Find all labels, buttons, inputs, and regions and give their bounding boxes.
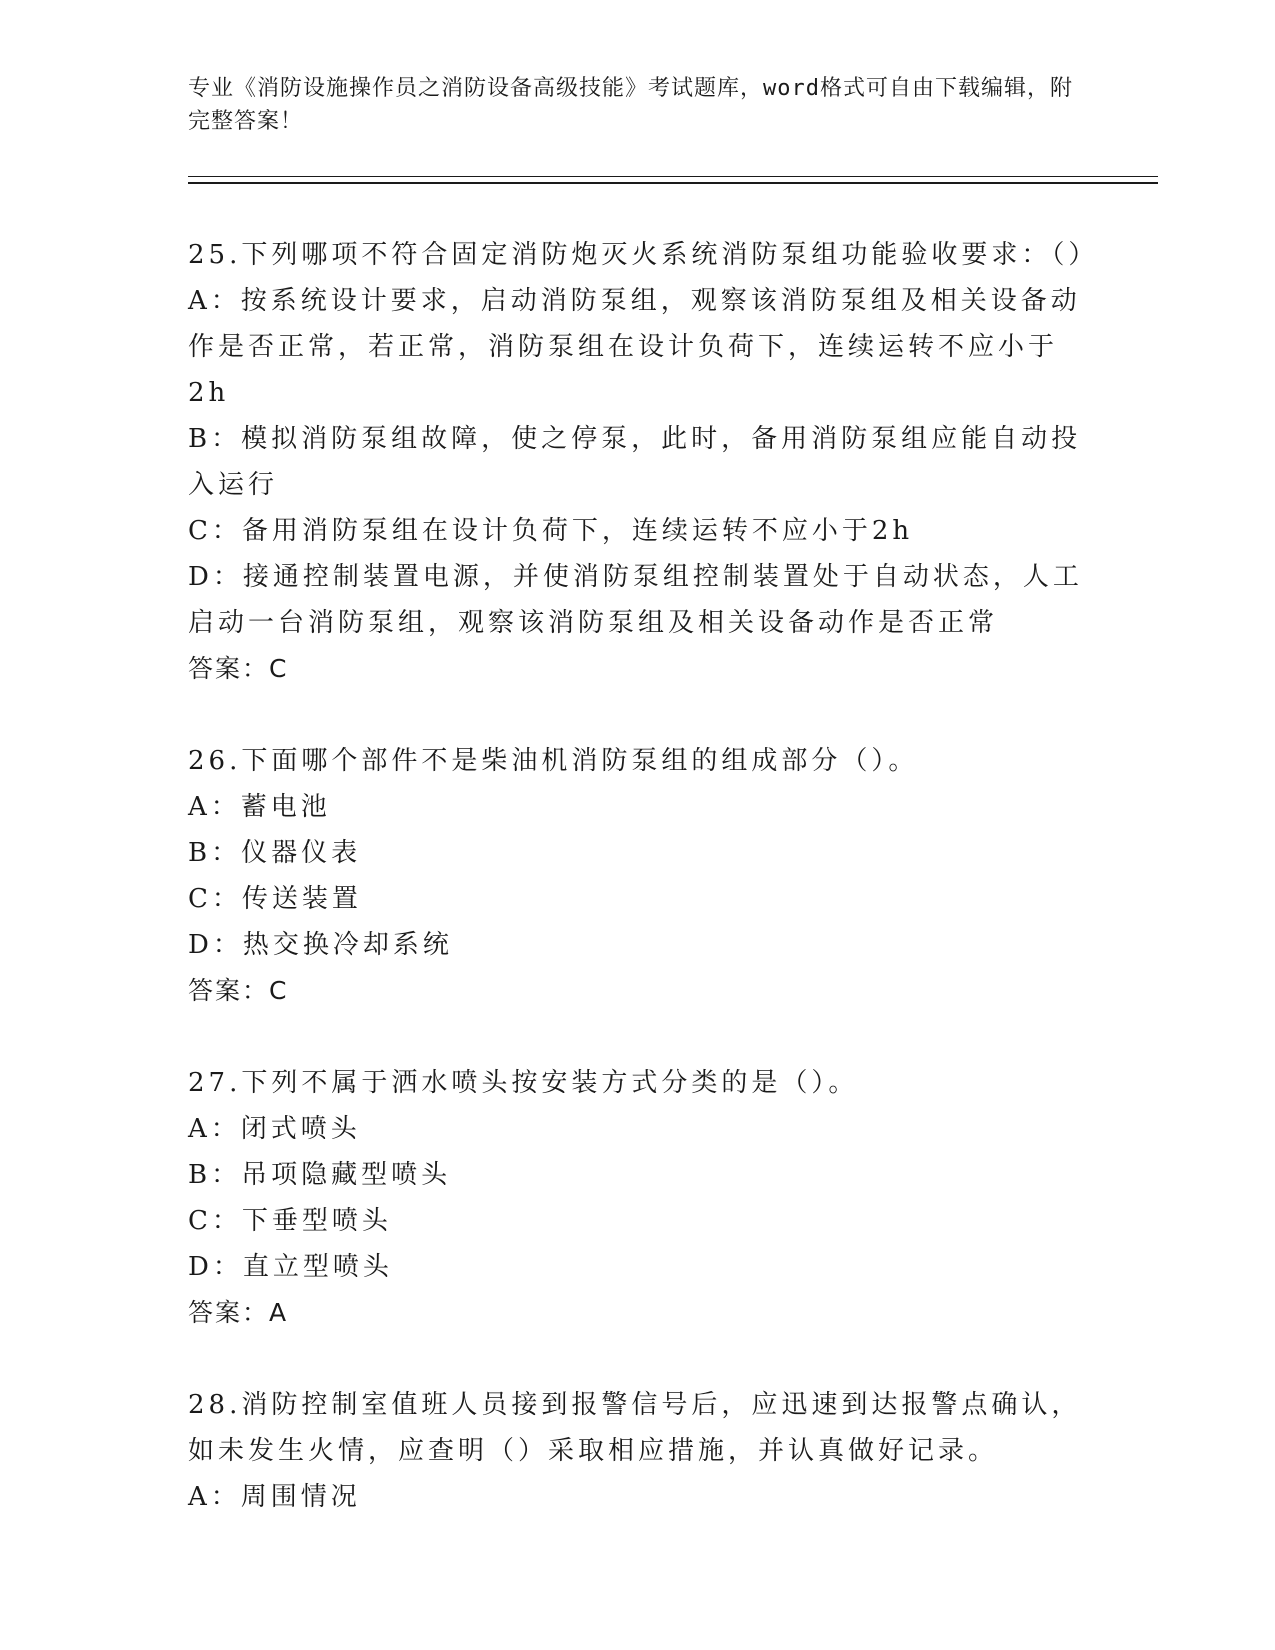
option-d: D：直立型喷头 xyxy=(188,1252,393,1282)
question-25 xyxy=(188,232,1099,692)
answer-label: 答案： xyxy=(188,1298,270,1327)
option-c: C：传送装置 xyxy=(188,884,362,914)
option-b: B：模拟消防泵组故障，使之停泵，此时，备用消防泵组应能自动投入运行 xyxy=(188,424,1082,500)
header-divider-bottom xyxy=(188,182,1158,184)
answer-line xyxy=(188,646,1088,692)
option-d: D：接通控制装置电源，并使消防泵组控制装置处于自动状态，人工启动一台消防泵组，观察该消防泵组及相关设备动作是否正常 xyxy=(188,562,1083,638)
document-header xyxy=(188,72,1088,138)
question-26 xyxy=(188,738,1088,1014)
question-stem: 26.下面哪个部件不是柴油机消防泵组的组成部分（）。 xyxy=(188,746,919,776)
option-d: D：热交换冷却系统 xyxy=(188,930,453,960)
question-stem: 28.消防控制室值班人员接到报警信号后，应迅速到达报警点确认，如未发生火情，应查明（）采取相应措施，并认真做好记录。 xyxy=(188,1390,1082,1466)
option-a: A：周围情况 xyxy=(188,1482,361,1512)
option-c: C：下垂型喷头 xyxy=(188,1206,392,1236)
header-divider-top xyxy=(188,176,1158,177)
answer-value: C xyxy=(269,976,289,1005)
option-a: A：按系统设计要求，启动消防泵组，观察该消防泵组及相关设备动作是否正常，若正常，消防泵组在设计负荷下，连续运转不应小于2h xyxy=(188,286,1081,408)
option-b: B：吊项隐藏型喷头 xyxy=(188,1160,452,1190)
answer-line xyxy=(188,968,1088,1014)
question-list xyxy=(188,232,1099,1520)
option-b: B：仪器仪表 xyxy=(188,838,362,868)
option-c: C：备用消防泵组在设计负荷下，连续运转不应小于2h xyxy=(188,516,914,546)
answer-label: 答案： xyxy=(188,976,270,1005)
answer-line xyxy=(188,1290,1088,1336)
header-text: 专业《消防设施操作员之消防设备高级技能》考试题库，word格式可自由下载编辑，附完整答案！ xyxy=(188,76,1073,134)
option-a: A：蓄电池 xyxy=(188,792,331,822)
question-stem: 25.下列哪项不符合固定消防炮灭火系统消防泵组功能验收要求：（） xyxy=(188,240,1099,270)
answer-label: 答案： xyxy=(188,654,270,683)
question-stem: 27.下列不属于洒水喷头按安装方式分类的是（）。 xyxy=(188,1068,859,1098)
question-27 xyxy=(188,1060,1088,1336)
answer-value: C xyxy=(269,654,289,683)
question-28 xyxy=(188,1382,1088,1520)
option-a: A：闭式喷头 xyxy=(188,1114,361,1144)
answer-value: A xyxy=(269,1298,289,1327)
